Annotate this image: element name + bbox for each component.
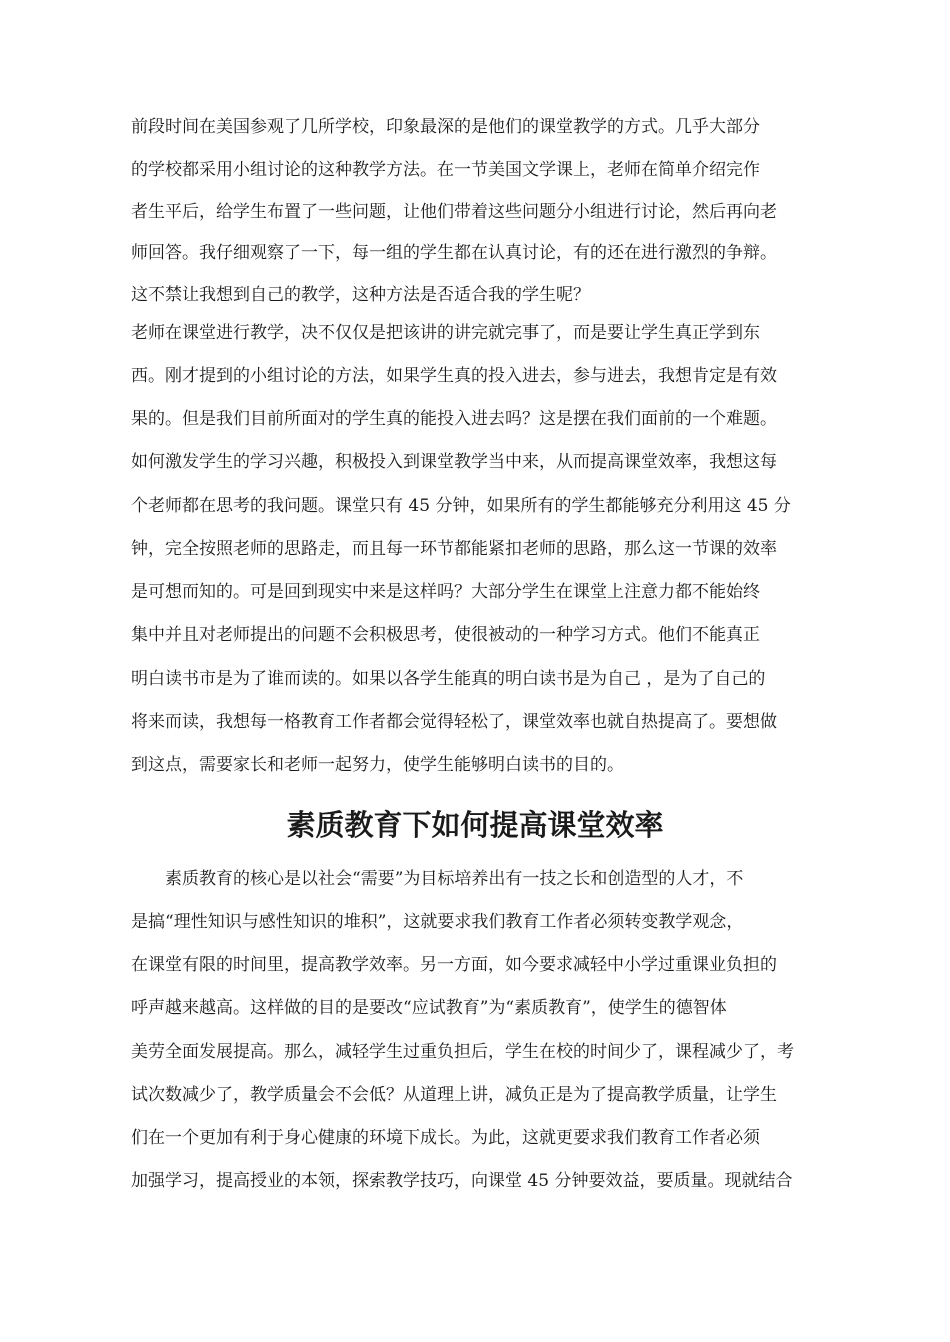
paragraph-line: 如何激发学生的学习兴趣，积极投入到课堂教学当中来，从而提高课堂效率，我想这每 xyxy=(131,452,777,472)
paragraph-line: 试次数减少了，教学质量会不会低？从道理上讲，减负正是为了提高教学质量，让学生 xyxy=(131,1085,777,1105)
paragraph-line: 们在一个更加有利于身心健康的环境下成长。为此，这就更要求我们教育工作者必须 xyxy=(131,1128,760,1148)
paragraph-line: 将来而读，我想每一格教育工作者都会觉得轻松了，课堂效率也就自热提高了。要想做 xyxy=(131,712,777,732)
paragraph-line: 老师在课堂进行教学，决不仅仅是把该讲的讲完就完事了，而是要让学生真正学到东 xyxy=(131,323,760,343)
paragraph-line: 个老师都在思考的我问题。课堂只有 45 分钟，如果所有的学生都能够充分利用这 45 分 xyxy=(131,496,791,516)
paragraph-line: 在课堂有限的时间里，提高教学效率。另一方面，如今要求减轻中小学过重课业负担的 xyxy=(131,955,777,975)
section-heading: 素质教育下如何提高课堂效率 xyxy=(286,808,664,842)
paragraph-line: 前段时间在美国参观了几所学校，印象最深的是他们的课堂教学的方式。几乎大部分 xyxy=(131,117,760,137)
paragraph-line: 师回答。我仔细观察了一下，每一组的学生都在认真讨论，有的还在进行激烈的争辩。 xyxy=(131,243,777,263)
paragraph-line: 明白读书市是为了谁而读的。如果以各学生能真的明白读书是为自己 ，是为了自己的 xyxy=(131,669,766,689)
paragraph-line: 到这点，需要家长和老师一起努力，使学生能够明白读书的目的。 xyxy=(131,755,624,775)
paragraph-line: 果的。但是我们目前所面对的学生真的能投入进去吗？这是摆在我们面前的一个难题。 xyxy=(131,409,777,429)
paragraph-line: 呼声越来越高。这样做的目的是要改“应试教育”为“素质教育”，使学生的德智体 xyxy=(131,998,727,1018)
paragraph-line: 素质教育的核心是以社会“需要”为目标培养出有一技之长和创造型的人才，不 xyxy=(131,869,744,889)
paragraph-line: 的学校都采用小组讨论的这种教学方法。在一节美国文学课上，老师在简单介绍完作 xyxy=(131,160,760,180)
paragraph-line: 钟，完全按照老师的思路走，而且每一环节都能紧扣老师的思路，那么这一节课的效率 xyxy=(131,539,777,559)
paragraph-line: 西。刚才提到的小组讨论的方法，如果学生真的投入进去，参与进去，我想肯定是有效 xyxy=(131,366,777,386)
paragraph-line: 这不禁让我想到自己的教学，这种方法是否适合我的学生呢？ xyxy=(131,285,590,305)
paragraph-line: 美劳全面发展提高。那么，减轻学生过重负担后，学生在校的时间少了，课程减少了，考 xyxy=(131,1042,794,1062)
paragraph-line: 集中并且对老师提出的问题不会积极思考，使很被动的一种学习方式。他们不能真正 xyxy=(131,625,760,645)
paragraph-line: 者生平后，给学生布置了一些问题，让他们带着这些问题分小组进行讨论，然后再向老 xyxy=(131,202,777,222)
paragraph-line: 是搞“理性知识与感性知识的堆积”，这就要求我们教育工作者必须转变教学观念， xyxy=(131,912,744,932)
paragraph-line: 加强学习，提高授业的本领，探索教学技巧，向课堂 45 分钟要效益，要质量。现就结合 xyxy=(131,1171,793,1191)
paragraph-line: 是可想而知的。可是回到现实中来是这样吗？大部分学生在课堂上注意力都不能始终 xyxy=(131,582,760,602)
